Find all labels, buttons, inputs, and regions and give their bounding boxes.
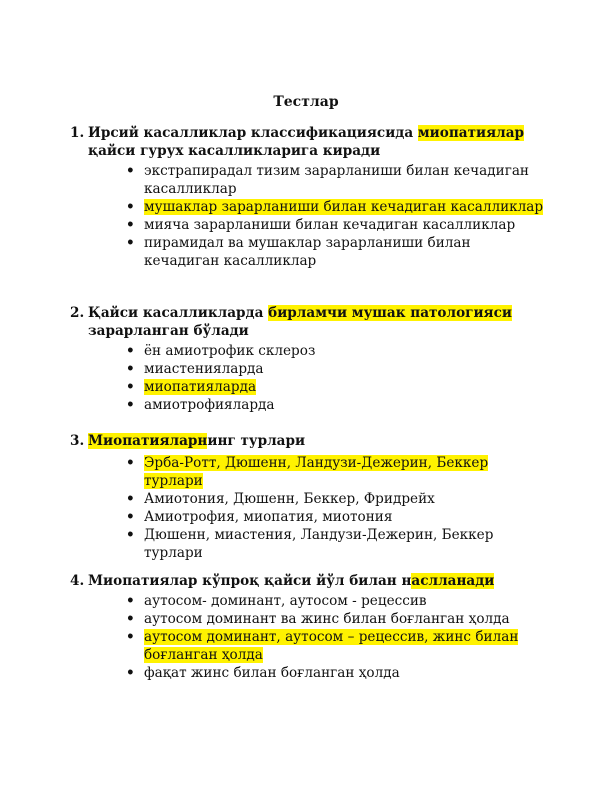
question-1: [70, 124, 550, 270]
answer-option: [70, 162, 550, 198]
answer-option: [70, 526, 550, 562]
question-4: [70, 572, 550, 682]
bullet-icon: •: [126, 629, 135, 645]
bullet-icon: •: [126, 163, 135, 179]
answer-list: [70, 162, 550, 270]
highlight-mark: аслланади: [411, 573, 495, 589]
bullet-icon: •: [126, 361, 135, 377]
question-heading: [70, 432, 550, 450]
answer-text: аутосом доминант, аутосом – рецессив, жинс билан боғланган ҳолда: [144, 629, 519, 663]
answer-text: экстрапирадал тизим зарарланиши билан кечадиган касалликлар: [144, 163, 529, 197]
answer-option: [70, 342, 550, 360]
answer-text: Амиотония, Дюшенн, Беккер, Фридрейх: [144, 491, 435, 507]
answer-list: [70, 592, 550, 682]
bullet-icon: •: [126, 217, 135, 233]
answer-text: мияча зарарланиши билан кечадиган касалликлар: [144, 217, 516, 233]
answer-text: Эрба-Ротт, Дюшенн, Ландузи-Дежерин, Беккер турлари: [144, 455, 489, 489]
question-heading: [70, 572, 550, 590]
answer-text: миастенияларда: [144, 361, 264, 377]
answer-option: [70, 664, 550, 682]
question-number: 4.: [70, 573, 85, 589]
answer-option: [70, 198, 550, 216]
question-heading: [70, 304, 550, 340]
answer-option: [70, 490, 550, 508]
bullet-icon: •: [126, 665, 135, 681]
bullet-icon: •: [126, 491, 135, 507]
bullet-icon: •: [126, 397, 135, 413]
answer-option: [70, 454, 550, 490]
page-title: Тестлар: [273, 94, 339, 110]
question-text: Миопатияларнинг турлари: [88, 433, 306, 449]
answer-text: ён амиотрофик склероз: [144, 343, 316, 359]
answer-text: фақат жинс билан боғланган ҳолда: [144, 665, 400, 681]
answer-option: [70, 360, 550, 378]
answer-text: аутосом доминант ва жинс билан боғланган ҳолда: [144, 611, 510, 627]
answer-option: [70, 508, 550, 526]
question-heading: [70, 124, 550, 160]
bullet-icon: •: [126, 199, 135, 215]
question-2: [70, 304, 550, 414]
bullet-icon: •: [126, 455, 135, 471]
answer-text: пирамидал ва мушаклар зарарланиши билан кечадиган касалликлар: [144, 235, 471, 269]
bullet-icon: •: [126, 509, 135, 525]
bullet-icon: •: [126, 593, 135, 609]
question-text: Қайси касалликларда бирламчи мушак патологияси зарарланган бўлади: [88, 305, 512, 339]
question-text: Миопатиялар кўпроқ қайси йўл билан наслланади: [88, 573, 495, 589]
answer-text: амиотрофияларда: [144, 397, 275, 413]
question-3: [70, 432, 550, 562]
answer-option: [70, 378, 550, 396]
question-number: 2.: [70, 305, 85, 321]
bullet-icon: •: [126, 379, 135, 395]
answer-text: миопатияларда: [144, 379, 257, 395]
answer-option: [70, 628, 550, 664]
bullet-icon: •: [126, 611, 135, 627]
answer-option: [70, 396, 550, 414]
highlight-mark: бирламчи мушак патологияси: [268, 305, 512, 321]
highlight-mark: миопатиялар: [417, 125, 525, 141]
question-text: Ирсий касалликлар классификациясида миопатиялар қайси гурух касалликларига киради: [88, 125, 525, 159]
answer-text: мушаклар зарарланиши билан кечадиган касалликлар: [144, 199, 544, 215]
answer-text: аутосом- доминант, аутосом - рецессив: [144, 593, 427, 609]
highlight-mark: Миопатияларн: [88, 433, 208, 449]
answer-list: [70, 342, 550, 414]
answer-option: [70, 610, 550, 628]
answer-option: [70, 216, 550, 234]
answer-option: [70, 234, 550, 270]
question-number: 1.: [70, 125, 85, 141]
answer-text: Дюшенн, миастения, Ландузи-Дежерин, Беккер турлари: [144, 527, 494, 561]
bullet-icon: •: [126, 343, 135, 359]
bullet-icon: •: [126, 527, 135, 543]
answer-option: [70, 592, 550, 610]
bullet-icon: •: [126, 235, 135, 251]
answer-list: [70, 454, 550, 562]
question-number: 3.: [70, 433, 85, 449]
answer-text: Амиотрофия, миопатия, миотония: [144, 509, 393, 525]
